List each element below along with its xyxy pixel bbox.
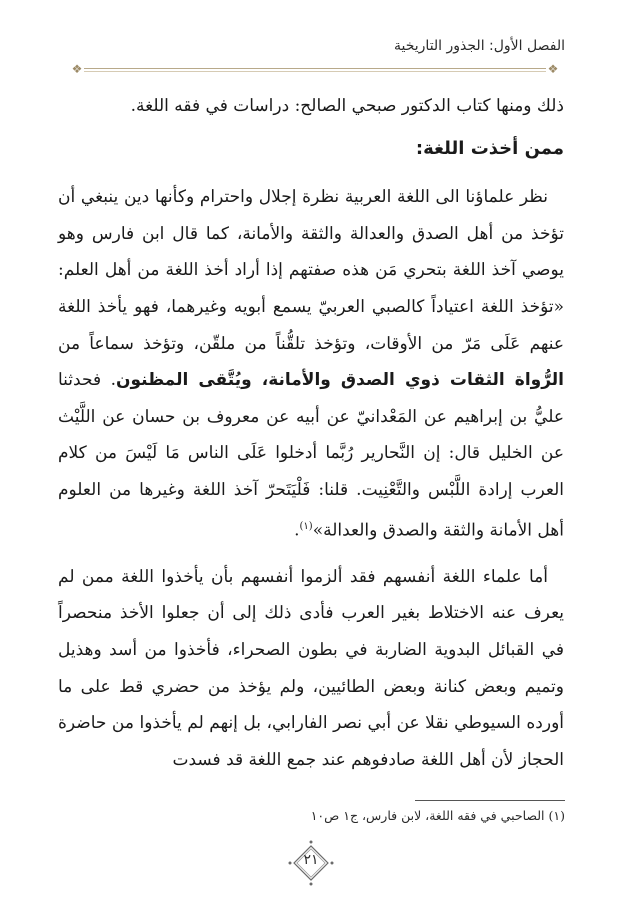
running-header: الفصل الأول: الجذور التاريخية [394,38,565,54]
paragraph-text: نظر علماؤنا الى اللغة العربية نظرة إجلال واحترام وكأنها دين ينبغي أن تؤخذ من أهل الصدق والعدالة والثقة والأمانة، كما قال ابن فارس وهو يوصي آخذ اللغة بتحري مَن هذه صفتهم إذا أراد أخذ اللغة من أهل العلم: «تؤخذ اللغة اعتياداً كالصبي العربيّ يسمع أبويه وغيرهما، فهو يأخذ اللغة عنهم عَلَى مَرّ من الأوقات، وتؤخذ تلقُّناً من ملقّن، وتؤخذ سماعاً من [58,187,564,354]
paragraph-text: . [294,520,300,541]
paragraph-2: أما علماء اللغة أنفسهم فقد ألزموا أنفسهم بأن يأخذوا اللغة ممن لم يعرف عنه الاختلاط بغير العرب فأدى ذلك إلى أن جعلوا الأخذ منحصراً في القبائل البدوية الضاربة في بطون الصحراء، فأخذوا من أسد وهذيل وتميم وبعض كنانة وبعض الطائيين، ولم يؤخذ من حضري قط على ما أورده السيوطي نقلا عن أبي نصر الفارابي، بل إنهم لم يأخذوا من حاضرة الحجاز لأن أهل اللغة صادفوهم عند جمع اللغة قد فسدت [58,566,564,770]
paragraph-1 [58,179,564,549]
footnote-divider [415,800,565,801]
footnote-reference[interactable]: (١) [299,520,313,532]
ornament-icon: ❖ [71,62,83,76]
bold-phrase: الرُّواة الثقات ذوي الصدق والأمانة، ويُتَّقى المظنون [116,370,564,391]
footnote: (١) الصاحبي في فقه اللغة، لابن فارس، ج١ ص١٠ [310,808,565,823]
page-number: ٢١ [303,852,319,868]
intro-paragraph: ذلك ومنها كتاب الدكتور صبحي الصالح: دراسات في فقه اللغة. [130,96,564,116]
ornament-icon: ❖ [547,62,559,76]
page-number-badge [286,838,336,888]
main-text [58,88,564,778]
paragraph-text: . فحدثنا عليُّ بن إبراهيم عن المَعْدانيّ عن أبيه عن معروف بن حسان عن اللَّيْث عن الخليل قال: إن النَّحارير رُبَّما أدخلوا عَلَى الناس مَا لَيْسَ من كلام العرب إرادة اللَّبْس والتَّعْنِيت. قلنا: فَلْيَتَحرّ آخذ اللغة وغيرها من العلوم أهل الأمانة والثقة والصدق والعدالة» [58,370,564,541]
section-heading: ممن أخذت اللغة: [415,137,564,159]
header-ornament-rule [70,62,560,76]
